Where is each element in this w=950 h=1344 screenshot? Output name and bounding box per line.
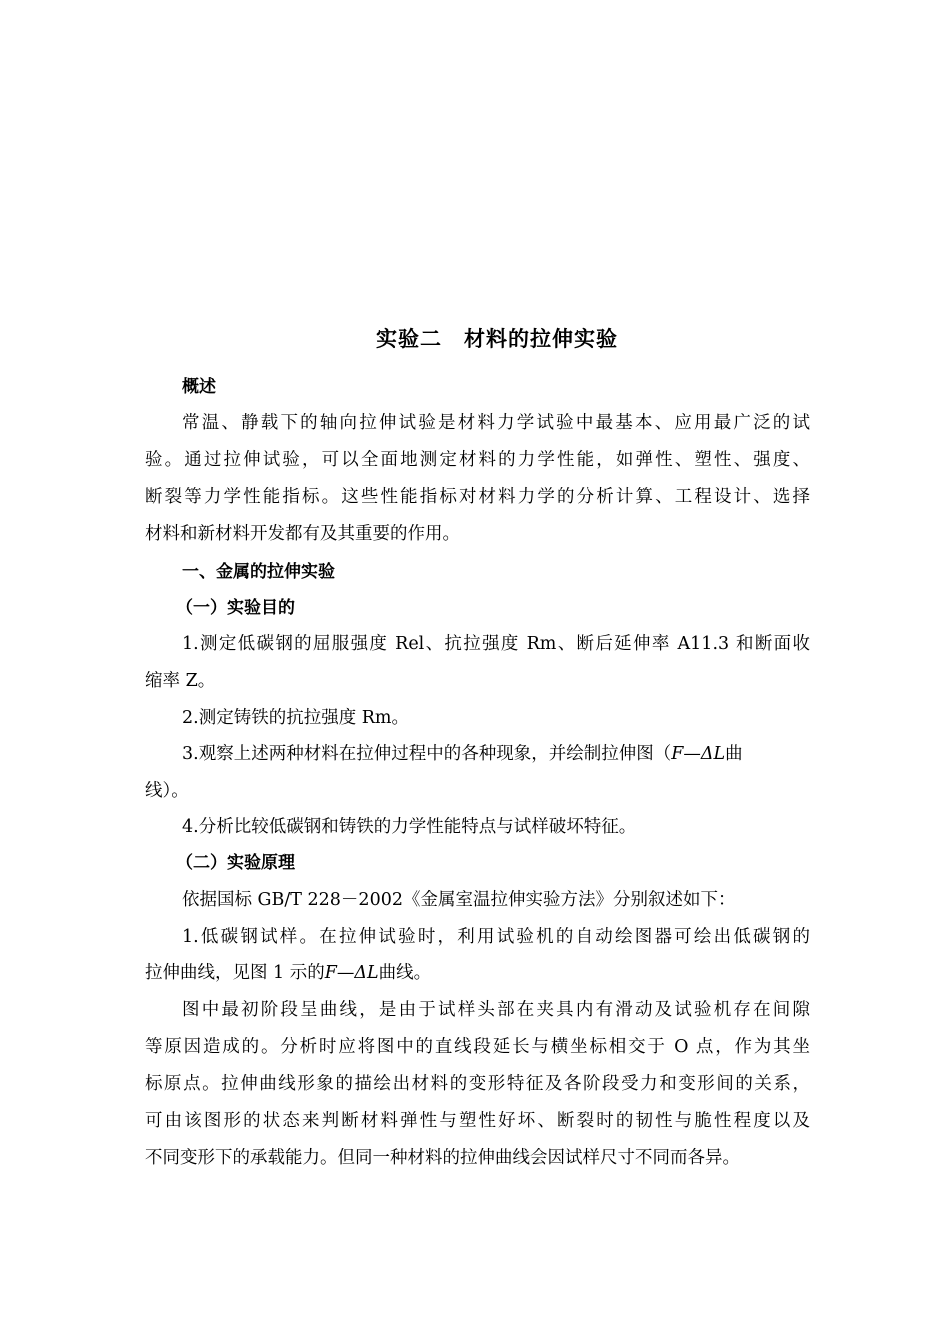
paragraph-line-2: 等原因造成的。分析时应将图中的直线段延长与横坐标相交于 O 点，作为其坐 <box>145 1037 810 1057</box>
overview-line-4: 材料和新材料开发都有及其重要的作用。 <box>145 524 460 544</box>
principle-1-text: 拉伸曲线，见图 1 示的 <box>145 963 325 983</box>
purpose-3-formula: F—ΔL <box>671 744 726 764</box>
purpose-4: 4.分析比较低碳钢和铸铁的力学性能特点与试样破坏特征。 <box>182 817 637 837</box>
principle-1-formula: F—ΔL <box>324 963 379 983</box>
page-title: 实验二 材料的拉伸实验 <box>376 327 618 351</box>
overview-heading: 概述 <box>182 377 216 397</box>
sub1-heading: （一）实验目的 <box>176 598 295 618</box>
sub2-heading: （二）实验原理 <box>176 853 295 873</box>
purpose-1-line-2: 缩率 Z。 <box>145 671 216 691</box>
purpose-3-text: 3.观察上述两种材料在拉伸过程中的各种现象，并绘制拉伸图（ <box>182 744 672 764</box>
paragraph-line-1: 图中最初阶段呈曲线，是由于试样头部在夹具内有滑动及试验机存在间隙 <box>182 1000 810 1020</box>
purpose-1-line-1: 1.测定低碳钢的屈服强度 Rel、抗拉强度 Rm、断后延伸率 A11.3 和断面收 <box>182 634 810 654</box>
purpose-3-line-2: 线）。 <box>145 781 189 801</box>
purpose-2: 2.测定铸铁的抗拉强度 Rm。 <box>182 708 410 728</box>
purpose-3-text-end: 曲 <box>725 744 743 764</box>
overview-line-2: 验。通过拉伸试验，可以全面地测定材料的力学性能，如弹性、塑性、强度、 <box>145 450 810 470</box>
overview-line-1: 常温、静载下的轴向拉伸试验是材料力学试验中最基本、应用最广泛的试 <box>182 413 810 433</box>
paragraph-line-3: 标原点。拉伸曲线形象的描绘出材料的变形特征及各阶段受力和变形间的关系， <box>145 1074 810 1094</box>
principle-intro: 依据国标 GB/T 228－2002《金属室温拉伸实验方法》分别叙述如下： <box>182 890 736 910</box>
principle-1-text-end: 曲线。 <box>378 963 432 983</box>
paragraph-line-5: 不同变形下的承载能力。但同一种材料的拉伸曲线会因试样尺寸不同而各异。 <box>145 1148 740 1168</box>
principle-1-line-2 <box>145 958 810 988</box>
purpose-3-line-1 <box>182 739 810 769</box>
principle-1-line-1: 1.低碳钢试样。在拉伸试验时，利用试验机的自动绘图器可绘出低碳钢的 <box>182 927 810 947</box>
overview-line-3: 断裂等力学性能指标。这些性能指标对材料力学的分析计算、工程设计、选择 <box>145 487 810 507</box>
section1-heading: 一、金属的拉伸实验 <box>182 562 335 582</box>
paragraph-line-4: 可由该图形的状态来判断材料弹性与塑性好坏、断裂时的韧性与脆性程度以及 <box>145 1111 810 1131</box>
